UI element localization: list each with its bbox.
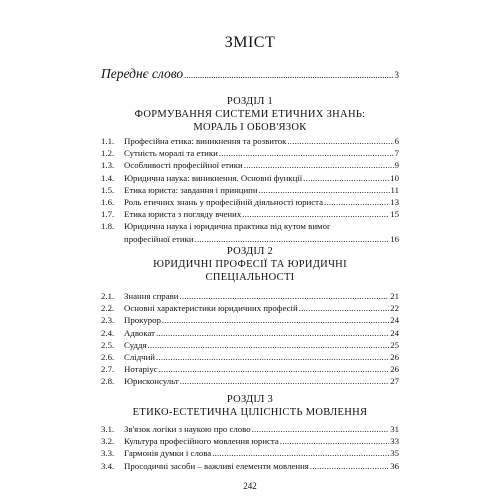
dot-leader xyxy=(148,339,390,351)
page-number: 242 xyxy=(243,481,257,491)
section-2-header xyxy=(101,245,399,284)
dot-leader xyxy=(195,233,390,245)
entry-page: 7 xyxy=(394,148,399,159)
entry-title: Етика юриста: завдання і принципи xyxy=(124,184,258,195)
dot-leader xyxy=(219,147,394,159)
toc-entry xyxy=(101,435,399,447)
toc-entry-continuation xyxy=(101,233,399,245)
entry-page: 26 xyxy=(390,364,399,375)
entry-page: 9 xyxy=(394,160,399,171)
toc-entry xyxy=(101,327,399,339)
entry-number: 2.1. xyxy=(101,291,115,301)
entry-number: 1.6. xyxy=(101,197,115,208)
entry-number: 2.6. xyxy=(101,352,115,363)
toc-entry xyxy=(101,423,399,435)
dot-leader xyxy=(180,375,390,387)
toc-entry xyxy=(101,208,399,220)
dot-leader xyxy=(324,196,389,208)
section-title-line1: ЮРИДИЧНІ ПРОФЕСІЇ ТА ЮРИДИЧНІ xyxy=(153,259,347,270)
section-title-line2: СПЕЦІАЛЬНОСТІ xyxy=(205,272,295,283)
entry-title-continuation: професійної етики xyxy=(124,233,194,244)
toc-entry xyxy=(101,339,399,351)
toc-entry xyxy=(101,220,399,232)
entry-title: Нотаріус xyxy=(124,364,158,375)
entry-number: 1.5. xyxy=(101,184,115,195)
entry-number: 3.4. xyxy=(101,460,115,471)
entry-page: 33 xyxy=(390,436,399,447)
entry-number: 2.8. xyxy=(101,376,115,387)
entry-title: Юридична наука: виникнення. Основні функції xyxy=(124,172,303,183)
entry-number: 2.2. xyxy=(101,303,115,314)
entry-title: Гармонія думки і слова xyxy=(124,448,212,459)
dot-leader xyxy=(244,159,394,171)
entry-title: Особливості професійної етики xyxy=(124,160,243,171)
dot-leader xyxy=(280,435,389,447)
entry-page: 21 xyxy=(390,291,399,301)
dot-leader xyxy=(303,172,389,184)
toc-entry xyxy=(101,363,399,375)
foreword-page: 3 xyxy=(394,70,399,80)
entry-page: 13 xyxy=(390,197,399,208)
section-title-line2: МОРАЛЬ І ОБОВ'ЯЗОК xyxy=(193,122,307,133)
dot-leader xyxy=(156,351,389,363)
toc-entry xyxy=(101,460,399,472)
foreword-label: Переднє слово xyxy=(101,66,184,81)
section-title-line1: ФОРМУВАННЯ СИСТЕМИ ЕТИЧНИХ ЗНАНЬ: xyxy=(134,109,366,120)
entry-number: 1.2. xyxy=(101,148,115,159)
toc-entry xyxy=(101,135,399,147)
entry-number: 2.3. xyxy=(101,315,115,326)
entry-title: Просодичні засоби – важливі елементи мовлення xyxy=(124,460,309,471)
entry-title: Етика юриста з погляду вчених xyxy=(124,209,242,220)
toc-entry xyxy=(101,159,399,171)
entry-number: 3.2. xyxy=(101,436,115,447)
entry-number: 3.3. xyxy=(101,448,115,459)
entry-title: Прокурор xyxy=(124,315,161,326)
toc-entry xyxy=(101,184,399,196)
entry-page: 24 xyxy=(390,327,399,338)
entry-page: 26 xyxy=(390,352,399,363)
entry-title: Слідчий xyxy=(124,352,156,363)
entry-page: 35 xyxy=(390,448,399,459)
dot-leader xyxy=(156,327,389,339)
entry-title: Сутність моралі та етики xyxy=(124,148,218,159)
foreword-entry xyxy=(101,66,399,82)
entry-page: 27 xyxy=(390,376,399,387)
entry-title: Адвокат xyxy=(124,327,155,338)
section-heading: РОЗДІЛ 1 xyxy=(226,96,274,107)
entry-title: Професійна етика: виникнення та розвиток xyxy=(124,136,287,146)
entry-page: 25 xyxy=(390,339,399,350)
entry-number: 1.4. xyxy=(101,172,115,183)
toc-entry xyxy=(101,196,399,208)
entry-title: Культура професійного мовлення юриста xyxy=(124,436,279,447)
toc-entry xyxy=(101,351,399,363)
entry-page: 31 xyxy=(390,424,399,434)
entry-title: Роль етичних знань у професійній діяльності юриста xyxy=(124,197,324,208)
entry-title: Юрисконсульт xyxy=(124,376,179,387)
section-heading: РОЗДІЛ 3 xyxy=(226,394,274,405)
entry-page: 15 xyxy=(390,209,399,220)
section-title-line1: ЕТИКО-ЕСТЕТИЧНА ЦІЛІСНІСТЬ МОВЛЕННЯ xyxy=(132,407,368,418)
dot-leader xyxy=(310,460,389,472)
entry-page: 10 xyxy=(390,172,399,183)
entry-page: 6 xyxy=(394,136,399,146)
entry-title: Основні характеристики юридичних професій xyxy=(124,303,298,314)
entry-page: 36 xyxy=(390,460,399,471)
entry-number: 1.1. xyxy=(101,136,115,146)
dot-leader xyxy=(242,208,389,220)
toc-entry xyxy=(101,172,399,184)
toc-entry xyxy=(101,375,399,387)
entry-title: Юридична наука і юридична практика під кутом вимог xyxy=(124,221,331,232)
entry-title: Зв'язок логіки з наукою про слово xyxy=(124,424,251,434)
entry-page: 11 xyxy=(390,184,399,195)
entry-number: 2.7. xyxy=(101,364,115,375)
entry-number: 1.8. xyxy=(101,221,115,232)
page-title: ЗМІСТ xyxy=(224,34,276,51)
entry-page: 16 xyxy=(390,233,399,244)
toc-entry xyxy=(101,314,399,326)
entry-number: 3.1. xyxy=(101,424,115,434)
toc-entry xyxy=(101,147,399,159)
dot-leader xyxy=(252,423,390,435)
dot-leader xyxy=(159,363,390,375)
section-2-entries xyxy=(101,290,399,388)
dot-leader xyxy=(179,290,389,302)
dot-leader xyxy=(212,447,389,459)
entry-title: Суддя xyxy=(124,339,147,350)
toc-entry xyxy=(101,290,399,302)
section-1-header xyxy=(101,95,399,134)
section-3-entries xyxy=(101,423,399,472)
dot-leader xyxy=(299,302,390,314)
dot-leader xyxy=(184,70,393,80)
section-1-entries xyxy=(101,135,399,245)
dot-leader xyxy=(162,314,389,326)
entry-page: 24 xyxy=(390,315,399,326)
entry-title: Знання справи xyxy=(124,291,179,301)
entry-number: 1.7. xyxy=(101,209,115,220)
section-3-header xyxy=(101,393,399,419)
dot-leader xyxy=(259,184,390,196)
toc-entry xyxy=(101,302,399,314)
section-heading: РОЗДІЛ 2 xyxy=(226,246,274,257)
dot-leader xyxy=(287,135,393,147)
entry-number: 2.5. xyxy=(101,339,115,350)
toc-entry xyxy=(101,447,399,459)
entry-number: 1.3. xyxy=(101,160,115,171)
entry-page: 22 xyxy=(390,303,399,314)
entry-number: 2.4. xyxy=(101,327,115,338)
